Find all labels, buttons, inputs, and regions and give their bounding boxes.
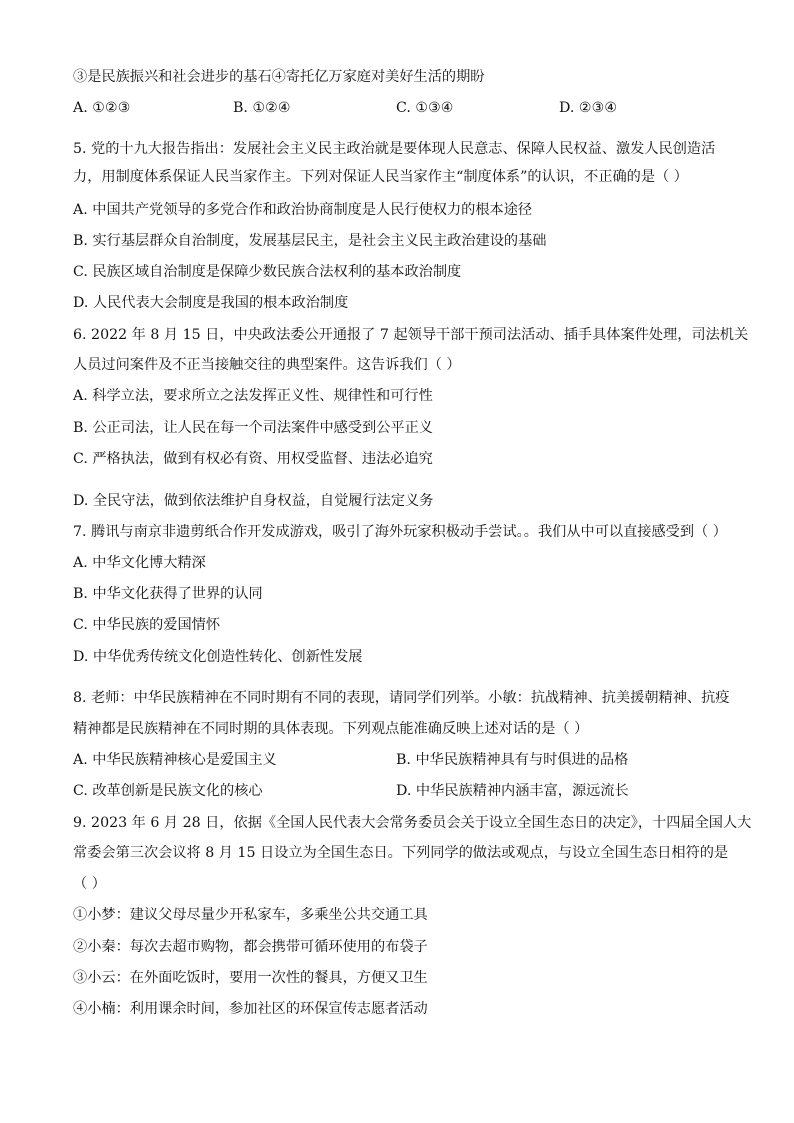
q6-option-c: C. 严格执法，做到有权必有资、用权受监督、违法必追究 [73,451,433,467]
q5-stem-line-2: 力，用制度体系保证人民当家作主。下列对保证人民当家作主“制度体系”的认识，不正确的是（ ） [73,169,688,185]
q7-option-c: C. 中华民族的爱国情怀 [73,617,221,633]
q5-stem-line-1: 5. 党的十九大报告指出：发展社会主义民主政治就是要体现人民意志、保障人民权益、激发人民创造活 [73,141,716,157]
q9-statement-3: ③小云：在外面吃饭时，要用一次性的餐具，方便又卫生 [73,970,428,986]
q9-stem-line-1: 9. 2023 年 6 月 28 日，依据《全国人民代表大会常务委员会关于设立全国生态日的决定》，十四届全国人大 [73,815,752,831]
q8-option-d: D. 中华民族精神内涵丰富，源远流长 [396,783,629,799]
q7-option-b: B. 中华文化获得了世界的认同 [73,586,263,602]
q8-stem-line-1: 8. 老师：中华民族精神在不同时期有不同的表现，请同学们列举。小敏：抗战精神、抗美援朝精神、抗疫 [73,690,730,706]
q4-option-d: D. ②③④ [559,100,618,116]
q6-option-a: A. 科学立法，要求所立之法发挥正义性、规律性和可行性 [73,388,433,404]
q6-option-d: D. 全民守法，做到依法维护自身权益，自觉履行法定义务 [73,493,434,509]
q5-option-b: B. 实行基层群众自治制度，发展基层民主，是社会主义民主政治建设的基础 [73,233,547,249]
q6-option-b: B. 公正司法，让人民在每一个司法案件中感受到公平正义 [73,420,433,436]
q9-statement-1: ①小梦：建议父母尽量少开私家车，多乘坐公共交通工具 [73,907,428,923]
q8-stem-line-2: 精神都是民族精神在不同时期的具体表现。下列观点能准确反映上述对话的是（ ） [73,721,589,737]
q4-option-b: B. ①②④ [233,100,291,116]
q8-option-b: B. 中华民族精神具有与时俱进的品格 [396,752,629,768]
q6-stem-line-1: 6. 2022 年 8 月 15 日，中央政法委公开通报了 7 起领导干部干预司法活动、插手具体案件处理，司法机关 [73,327,749,343]
q7-stem-line-1: 7. 腾讯与南京非遗剪纸合作开发成游戏，吸引了海外玩家积极动手尝试。。我们从中可以直接感受到（ ） [73,524,727,540]
q8-option-a: A. 中华民族精神核心是爱国主义 [73,752,277,768]
q9-statement-2: ②小秦：每次去超市购物，都会携带可循环使用的布袋子 [73,939,428,955]
q9-statement-4: ④小楠：利用课余时间，参加社区的环保宣传志愿者活动 [73,1001,428,1017]
q6-stem-line-2: 人员过问案件及不正当接触交往的典型案件。这告诉我们（ ） [73,357,461,373]
q8-option-c: C. 改革创新是民族文化的核心 [73,783,263,799]
q4-option-a: A. ①②③ [73,100,131,116]
q9-stem-line-2: 常委会第三次会议将 8 月 15 日设立为全国生态日。下列同学的做法或观点，与设立全国生态日相符的是 [73,845,729,861]
q5-option-a: A. 中国共产党领导的多党合作和政治协商制度是人民行使权力的根本途径 [73,202,533,218]
q9-stem-line-3: （ ） [73,876,106,892]
q4-option-c: C. ①③④ [396,100,454,116]
q5-option-d: D. 人民代表大会制度是我国的根本政治制度 [73,295,349,311]
q7-option-d: D. 中华优秀传统文化创造性转化、创新性发展 [73,649,363,665]
q4-tail-statement: ③是民族振兴和社会进步的基石④寄托亿万家庭对美好生活的期盼 [73,69,485,85]
q7-option-a: A. 中华文化博大精深 [73,555,206,571]
q5-option-c: C. 民族区域自治制度是保障少数民族合法权利的基本政治制度 [73,264,462,280]
